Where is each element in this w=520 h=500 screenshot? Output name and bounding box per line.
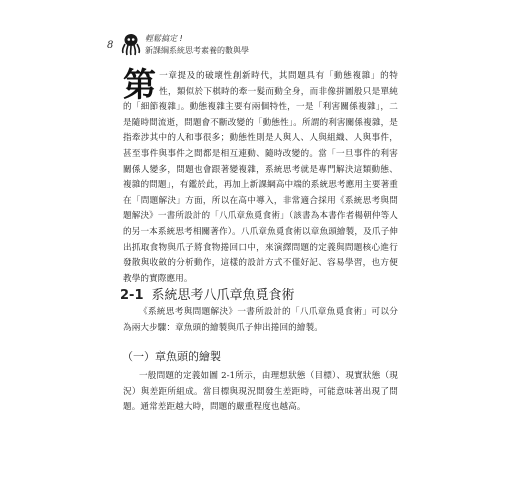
intro-paragraph [123, 65, 398, 287]
section-heading [120, 284, 295, 303]
subsection-heading: （一）章魚頭的繪製 [122, 350, 221, 363]
book-subtitle: 新課綱系統思考素養的數與學 [145, 46, 249, 55]
section-number: 2-1 [120, 288, 144, 303]
book-title: 輕鬆搞定 ! [145, 34, 183, 43]
page-number: 8 [107, 40, 114, 51]
subsection-paragraph: 一般問題的定義如圖 2-1所示，由理想狀態（目標）、現實狀態（現況）與差距所組成。當目標與現況間發生差距時，可能意味著出現了問題。通常差距越大時，問題的嚴重程度也越高。 [123, 371, 398, 413]
drop-cap: 第 [123, 65, 157, 104]
intro-paragraph-text: 一章提及的破壞性創新時代，其問題具有「動態複雜」的特性，類似於下棋時的牽一髮而動全身，而非像拼圖般只是單純的「細節複雜」。動態複雜主要有兩個特性，一是「利害關係複雜」，二是隨時間流逝，問題會不斷改變的「動態性」。所謂的利害關係複雜，是指牽涉其中的人和事很多；動態性則是人與人、人與組織、人與事件，甚至事件與事件之間都是相互連動、隨時改變的。當「一旦事件的利害關係人變多，問題也會跟著變複雜，系統思考就是專門解決這類動態、複雜的問題」，有鑑於此，再加上新課綱高中端的系統思考應用主要著重在「問題解決」方面，所以在高中導入，非常適合採用《系統思考與問題解決》一書所設計的「八爪章魚覓食術」（該書為本書作者楊朝仲等人的另一本系統思考相關著作）。八爪章魚覓食術以章魚頭繪製，及爪子伸出抓取食物與爪子將食物捲回口中，來演繹問題的定義與問題核心進行發散與收斂的分析動作，這樣的設計方式不僅好記、容易學習，也方便教學的實際應用。 [123, 71, 398, 284]
section-title: 系統思考八爪章魚覓食術 [151, 288, 295, 303]
octopus-logo-icon [121, 32, 141, 56]
section-paragraph: 《系統思考與問題解決》一書所設計的「八爪章魚覓食術」可以分為兩大步驟：章魚頭的繪製與爪子伸出捲回的繪製。 [123, 307, 398, 333]
